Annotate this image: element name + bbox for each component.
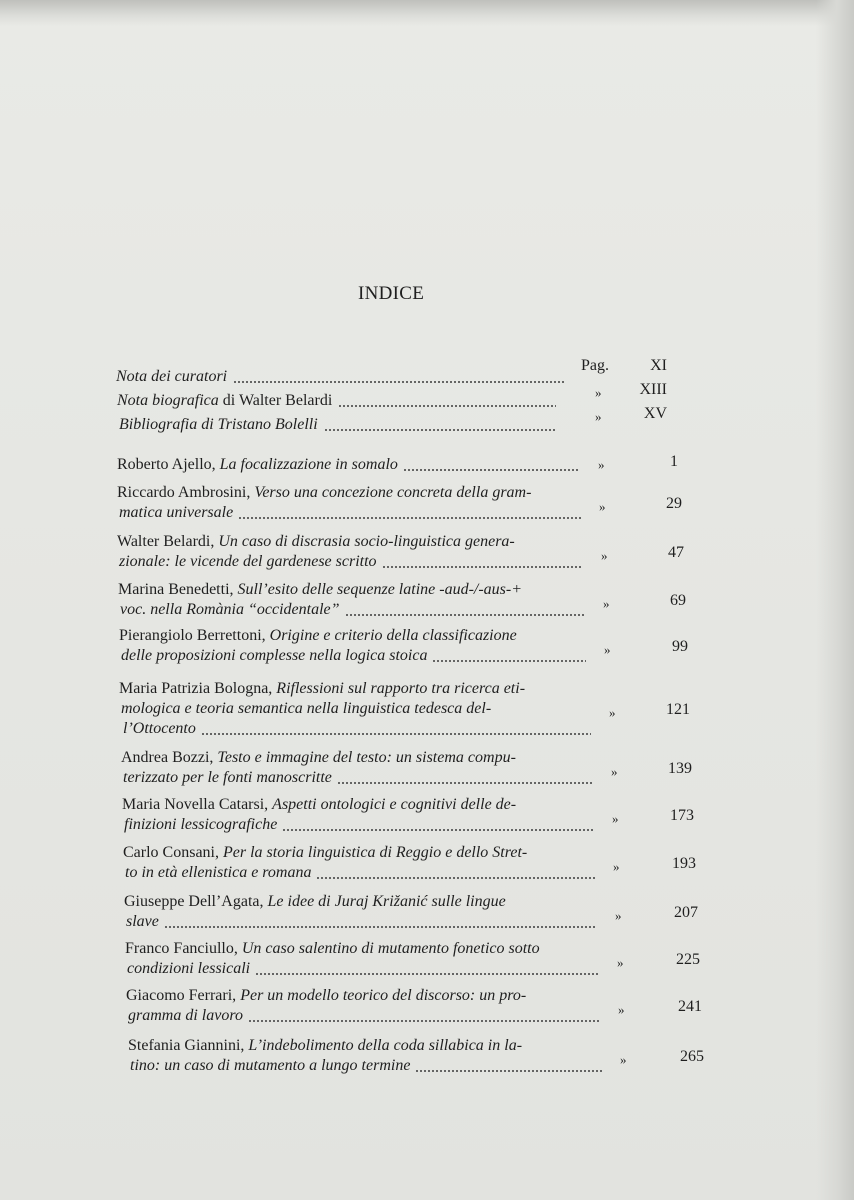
entry-title-text: L’indebolimento della coda sillabica in la- [248,1037,523,1054]
page-number: 173 [670,807,694,824]
page-right-edge-shadow [816,0,854,1200]
ditto-mark: » [595,409,602,424]
entry-title-text: Un caso salentino di mutamento fonetico sotto [241,940,540,957]
entry-continuation-line [121,646,427,666]
entry-title-text: gramma di lavoro [128,1007,243,1024]
entry-title-text: delle proposizioni complesse nella logica stoica [121,647,428,664]
entry-author: Marina Benedetti, [118,581,238,598]
entry-title-text: Le idee di Juraj Križanić sulle lingue [267,893,506,910]
entry-first-line [119,679,525,699]
entry-continuation-line [126,912,159,932]
ditto-mark: » [609,705,616,720]
entry-title-text: tino: un caso di mutamento a lungo termine [130,1057,411,1074]
entry-continuation-line [119,503,233,523]
entry-author: Andrea Bozzi, [121,749,218,766]
front-entry-title-text: Bibliografia di Tristano Bolelli [119,416,318,433]
page-number: 207 [674,904,698,921]
entry-title-text: terizzato per le fonti manoscritte [123,769,332,786]
entry-author: Carlo Consani, [123,844,223,861]
ditto-mark: » [612,811,619,826]
entry-title-text: matica universale [119,504,234,521]
entry-first-line [117,532,515,552]
page-number: 47 [668,544,684,561]
ditto-mark: » [599,499,606,514]
front-entry-title-text: Nota dei curatori [116,368,228,385]
leader-dots [316,877,595,879]
leader-dots [337,782,593,784]
leader-dots [164,926,597,928]
entry-title-text: to in età ellenistica e romana [125,864,312,881]
entry-continuation-line [123,768,332,788]
page-number: 225 [676,951,700,968]
entry-continuation-line [124,815,277,835]
leader-dots [238,517,581,519]
entry-first-line [123,843,527,863]
entry-first-line [122,795,516,815]
leader-dots [382,566,583,568]
page-number: 241 [678,998,702,1015]
entry-first-line [126,986,526,1006]
entry-author: Franco Fanciullo, [125,940,242,957]
entry-first-line [117,483,531,503]
entry-first-line [117,455,398,475]
front-entry-title [117,391,332,411]
entry-title-text: l’Ottocento [123,720,196,737]
leader-dots [201,733,591,735]
page-number: 265 [680,1048,704,1065]
entry-author: Walter Belardi, [117,533,219,550]
leader-dots [248,1020,600,1022]
entry-first-line [125,939,540,959]
entry-continuation-line [128,1006,243,1026]
entry-title-text: mologica e teoria semantica nella linguistica tedesca del- [121,700,492,717]
entry-author: Maria Patrizia Bologna, [119,680,277,697]
entry-first-line [124,892,506,912]
entry-author: Giuseppe Dell’Agata, [124,893,268,910]
page-number: 29 [666,495,682,512]
entry-title-text: Testo e immagine del testo: un sistema compu- [217,749,516,766]
entry-author: Maria Novella Catarsi, [122,796,273,813]
entry-title-text: Per la storia linguistica di Reggio e dello Stret- [223,844,528,861]
entry-author: Stefania Giannini, [128,1037,249,1054]
ditto-mark: » [611,764,618,779]
entry-continuation-line [125,863,311,883]
ditto-mark: » [603,596,610,611]
entry-first-line [119,626,517,646]
ditto-mark: » [618,1002,625,1017]
entry-continuation-line [121,699,491,719]
ditto-mark: » [617,955,624,970]
entry-title-text: Un caso di discrasia socio-linguistica genera- [218,533,515,550]
page-number: 1 [670,453,678,470]
entry-title-text: Per un modello teorico del discorso: un pro- [240,987,527,1004]
entry-continuation-line [130,1056,410,1076]
page-number: 139 [668,760,692,777]
page-number: XIII [639,381,667,398]
ditto-mark: » [601,548,608,563]
entry-first-line [121,748,516,768]
entry-continuation-line [120,600,340,620]
entry-title-text: voc. nella Romània “occidentale” [120,601,340,618]
entry-author: Giacomo Ferrari, [126,987,241,1004]
entry-author: Roberto Ajello, [117,456,220,473]
page-number: 99 [672,638,688,655]
front-entry-title [119,415,318,435]
ditto-mark: » [620,1052,627,1067]
front-entry-title-text: Nota biografica [117,392,219,409]
page-number: 69 [670,592,686,609]
leader-dots [415,1070,602,1072]
entry-title-text: Verso una concezione concreta della gram- [254,484,532,501]
front-entry-title [116,367,227,387]
entry-title-text: finizioni lessicografiche [124,816,278,833]
leader-dots [233,381,565,383]
leader-dots [432,660,586,662]
ditto-mark: » [604,642,611,657]
page-number: XI [650,357,667,374]
entry-title-text: condizioni lessicali [127,960,251,977]
entry-first-line [128,1036,522,1056]
entry-title-text: zionale: le vicende del gardenese scritto [119,553,377,570]
entry-first-line [118,580,522,600]
entry-continuation-line [123,719,196,739]
entry-continuation-line [119,552,377,572]
entry-continuation-line [127,959,250,979]
entry-title-text: La focalizzazione in somalo [219,456,398,473]
page-number: XV [643,405,667,422]
index-title: INDICE [358,283,425,304]
page-top-edge-shadow [0,0,854,26]
entry-author: Riccardo Ambrosini, [117,484,255,501]
ditto-mark: » [598,457,605,472]
leader-dots [338,405,556,407]
entry-title-text: slave [126,913,159,930]
leader-dots [345,614,585,616]
page-number: 121 [666,701,690,718]
ditto-mark: » [595,385,602,400]
leader-dots [255,973,599,975]
entry-author: Pierangiolo Berrettoni, [119,627,270,644]
front-entry-author: di Walter Belardi [218,392,333,409]
leader-dots [324,429,556,431]
ditto-mark: » [615,908,622,923]
entry-title-text: Aspetti ontologici e cognitivi delle de- [272,796,517,813]
entry-title-text: Sull’esito delle sequenze latine -aud-/-aus-+ [237,581,523,598]
ditto-mark: » [613,859,620,874]
leader-dots [403,469,580,471]
entry-title-text: Riflessioni sul rapporto tra ricerca eti- [276,680,526,697]
pag-label: Pag. [581,357,609,374]
leader-dots [282,829,594,831]
entry-title-text: Origine e criterio della classificazione [269,627,517,644]
page-number: 193 [672,855,696,872]
